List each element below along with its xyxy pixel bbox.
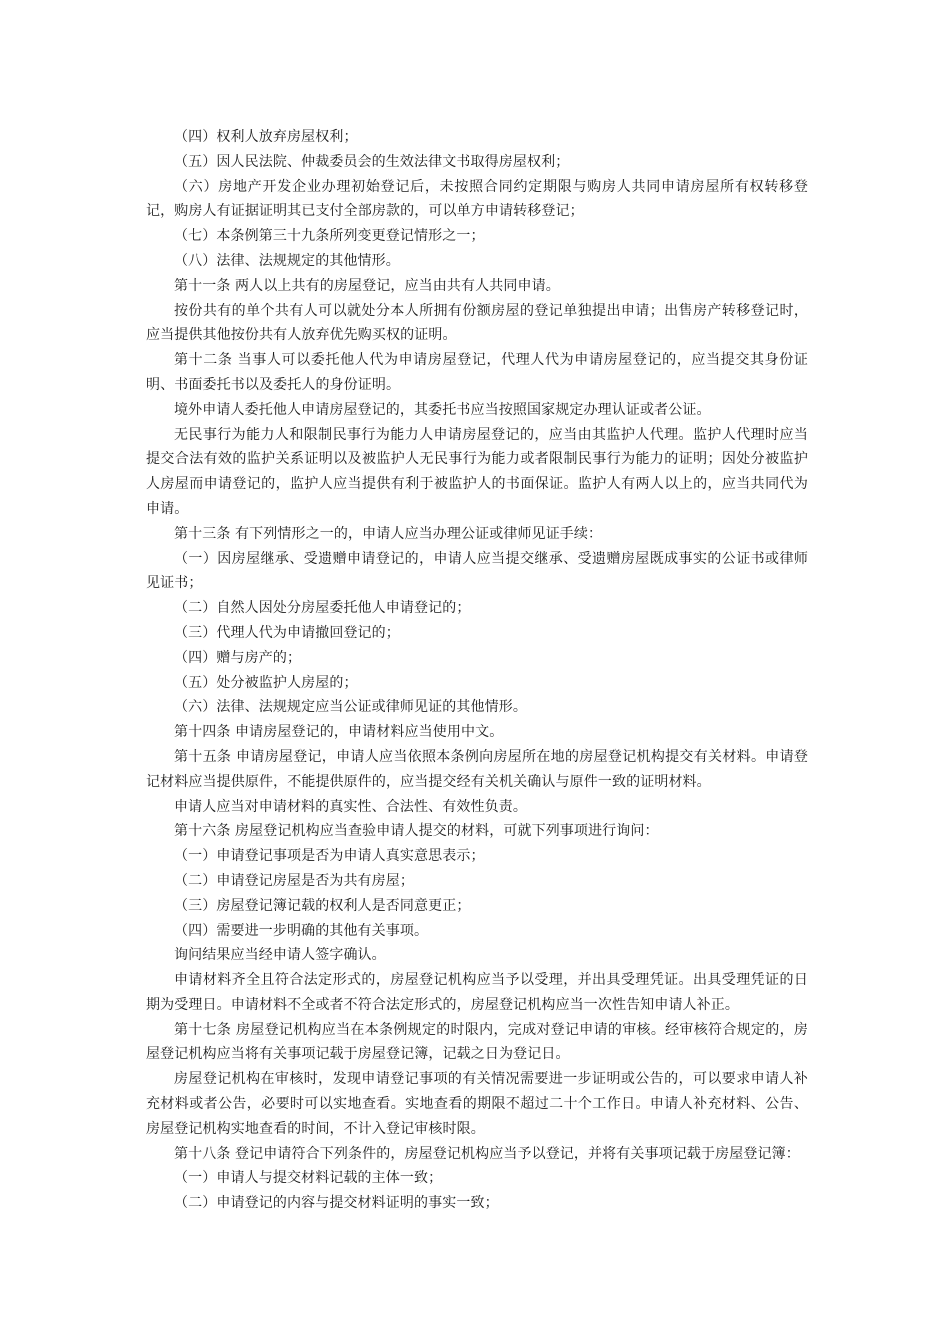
paragraph: 房屋登记机构在审核时，发现申请登记事项的有关情况需要进一步证明或公告的，可以要求申请人补充材料或者公告，必要时可以实地查看。实地查看的期限不超过二十个工作日。申请人补充材料、公告、房屋登记机构实地查看的时间，不计入登记审核时限。: [146, 1071, 808, 1137]
paragraph: 无民事行为能力人和限制民事行为能力人申请房屋登记的，应当由其监护人代理。监护人代理时应当提交合法有效的监护关系证明以及被监护人无民事行为能力或者限制民事行为能力的证明；因处分被监护人房屋而申请登记的，监护人应当提供有利于被监护人的书面保证。监护人有两人以上的，应当共同代为申请。: [146, 426, 808, 517]
paragraph: （五）处分被监护人房屋的；: [174, 674, 358, 691]
paragraph: （六）法律、法规规定应当公证或律师见证的其他情形。: [174, 699, 527, 716]
document-page: [146, 125, 808, 1216]
article-paragraph: 第十五条 申请房屋登记，申请人应当依照本条例向房屋所在地的房屋登记机构提交有关材料。申请登记材料应当提供原件，不能提供原件的，应当提交经有关机关确认与原件一致的证明材料。: [146, 748, 808, 790]
paragraph: （四）赠与房产的；: [174, 649, 302, 666]
article-paragraph: 第十三条 有下列情形之一的，申请人应当办理公证或律师见证手续：: [174, 525, 603, 542]
paragraph: （二）申请登记房屋是否为共有房屋；: [174, 872, 415, 889]
paragraph: 按份共有的单个共有人可以就处分本人所拥有份额房屋的登记单独提出申请；出售房产转移登记时，应当提供其他按份共有人放弃优先购买权的证明。: [146, 302, 808, 344]
paragraph: （三）房屋登记簿记载的权利人是否同意更正；: [174, 897, 471, 914]
article-paragraph: 第十四条 申请房屋登记的，申请材料应当使用中文。: [174, 724, 504, 741]
paragraph: 询问结果应当经申请人签字确认。: [174, 947, 386, 964]
article-paragraph: 第十七条 房屋登记机构应当在本条例规定的时限内，完成对登记申请的审核。经审核符合规定的，房屋登记机构应当将有关事项记载于房屋登记簿，记载之日为登记日。: [146, 1021, 808, 1063]
paragraph: （二）自然人因处分房屋委托他人申请登记的；: [174, 600, 471, 617]
paragraph: （三）代理人代为申请撤回登记的；: [174, 624, 400, 641]
paragraph: 申请人应当对申请材料的真实性、合法性、有效性负责。: [174, 798, 527, 815]
paragraph: （一）因房屋继承、受遗赠申请登记的，申请人应当提交继承、受遗赠房屋既成事实的公证书或律师见证书；: [146, 550, 808, 592]
paragraph: （四）需要进一步明确的其他有关事项。: [174, 922, 429, 939]
paragraph: （六）房地产开发企业办理初始登记后，未按照合同约定期限与购房人共同申请房屋所有权转移登记，购房人有证据证明其已支付全部房款的，可以单方申请转移登记；: [146, 178, 808, 220]
paragraph: （四）权利人放弃房屋权利；: [174, 129, 358, 145]
paragraph: 境外申请人委托他人申请房屋登记的，其委托书应当按照国家规定办理认证或者公证。: [174, 401, 711, 418]
paragraph: 申请材料齐全且符合法定形式的，房屋登记机构应当予以受理，并出具受理凭证。出具受理凭证的日期为受理日。申请材料不全或者不符合法定形式的，房屋登记机构应当一次性告知申请人补正。: [146, 972, 808, 1013]
article-paragraph: 第十二条 当事人可以委托他人代为申请房屋登记，代理人代为申请房屋登记的，应当提交其身份证明、书面委托书以及委托人的身份证明。: [146, 352, 808, 393]
paragraph: （八）法律、法规规定的其他情形。: [174, 252, 400, 269]
paragraph: （一）申请登记事项是否为申请人真实意思表示；: [174, 848, 485, 865]
paragraph: （五）因人民法院、仲裁委员会的生效法律文书取得房屋权利；: [174, 153, 570, 170]
article-paragraph: 第十八条 登记申请符合下列条件的，房屋登记机构应当予以登记，并将有关事项记载于房屋登记簿：: [174, 1145, 800, 1162]
article-paragraph: 第十六条 房屋登记机构应当查验申请人提交的材料，可就下列事项进行询问：: [174, 823, 659, 840]
paragraph: （二）申请登记的内容与提交材料证明的事实一致；: [174, 1195, 499, 1212]
paragraph: （一）申请人与提交材料记载的主体一致；: [174, 1170, 443, 1187]
article-paragraph: 第十一条 两人以上共有的房屋登记，应当由共有人共同申请。: [174, 277, 560, 294]
paragraph: （七）本条例第三十九条所列变更登记情形之一；: [174, 228, 485, 245]
